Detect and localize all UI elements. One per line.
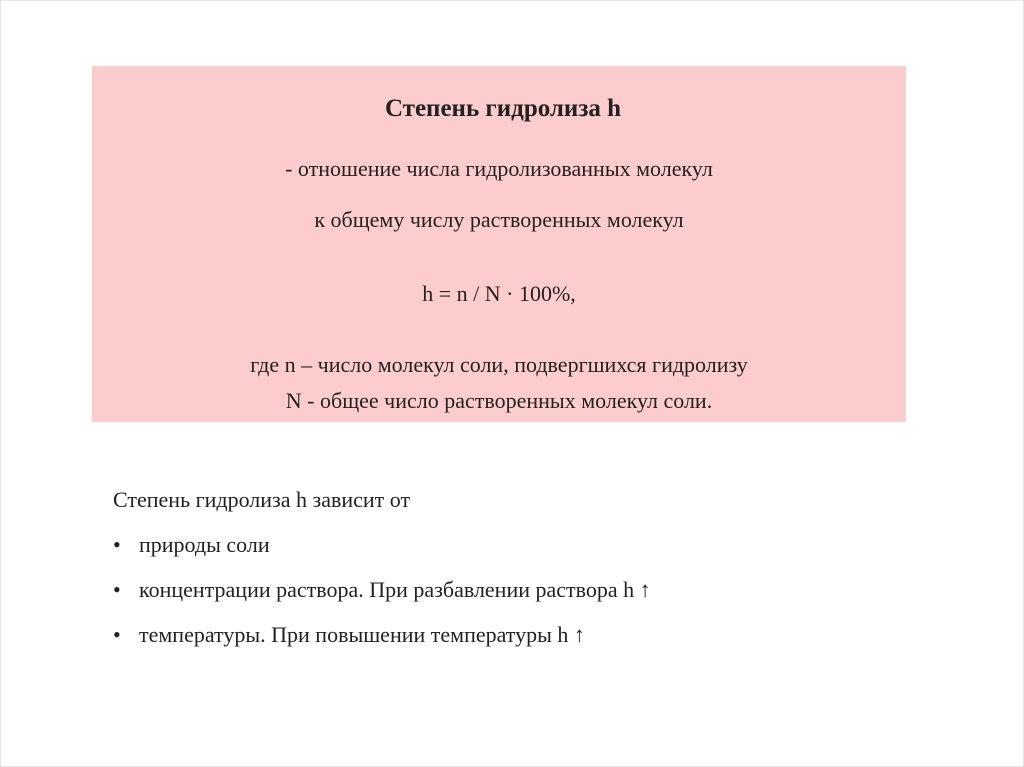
- factor-item-temperature: [113, 621, 651, 649]
- hydrolysis-formula: h = n / N · 100%,: [422, 281, 576, 306]
- formula-note-N: N - общее число растворенных молекул соли.: [285, 388, 713, 413]
- definition-text-line-1: - отношение числа гидролизованных молекул: [285, 156, 713, 181]
- factor-item-label: концентрации раствора. При разбавлении раствора h ↑: [139, 577, 651, 602]
- definition-text-line-2: к общему числу растворенных молекул: [314, 207, 684, 232]
- factors-section: [113, 486, 651, 649]
- factor-item-salt-nature: [113, 531, 651, 559]
- factor-item-label: природы соли: [139, 532, 270, 557]
- definition-title: Степень гидролиза h: [384, 95, 622, 122]
- factor-item-concentration: [113, 576, 651, 604]
- factors-heading: Степень гидролиза h зависит от: [113, 487, 411, 512]
- bullet-icon: •: [113, 577, 121, 602]
- formula-note-n: где n – число молекул соли, подвергшихся гидролизу: [250, 352, 748, 377]
- bullet-icon: •: [113, 622, 121, 647]
- bullet-icon: •: [113, 532, 121, 557]
- factor-item-label: температуры. При повышении температуры h ↑: [139, 622, 585, 647]
- definition-box: [92, 66, 906, 422]
